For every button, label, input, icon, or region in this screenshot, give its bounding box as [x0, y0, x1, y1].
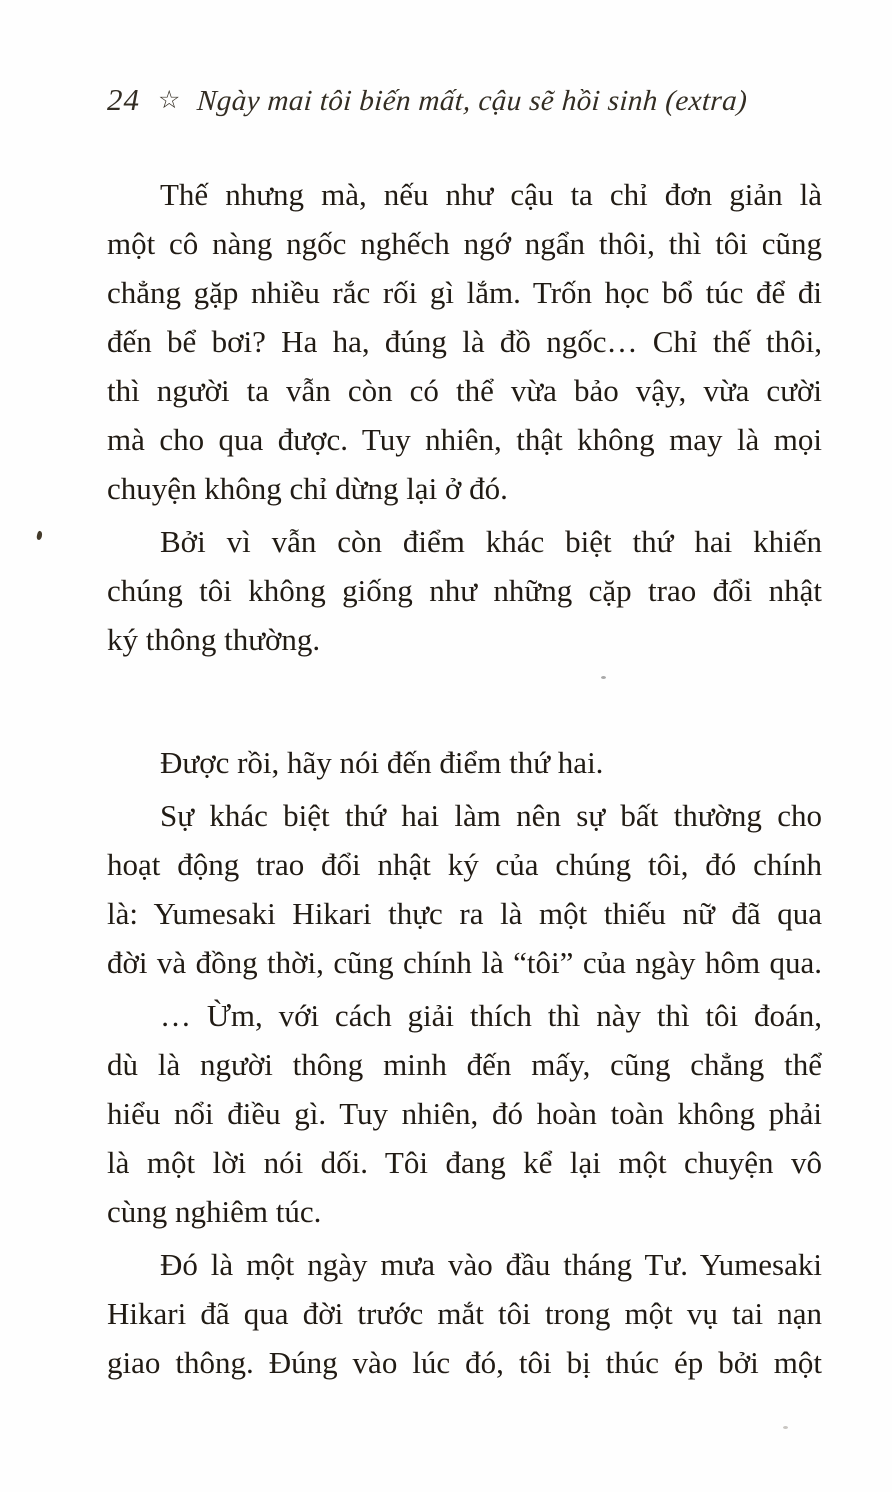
- page-number: 24: [107, 82, 140, 117]
- paragraph: [107, 1240, 822, 1387]
- text-line: giao thông. Đúng vào lúc đó, tôi bị thúc ép bởi một: [107, 1345, 822, 1380]
- text-line: hoạt động trao đổi nhật ký của chúng tôi, đó chính: [107, 847, 822, 882]
- text-line: thì người ta vẫn còn có thể vừa bảo vậy, vừa cười: [107, 373, 822, 408]
- print-speck: [783, 1426, 788, 1429]
- text-line: là một lời nói dối. Tôi đang kể lại một chuyện vô: [107, 1145, 822, 1180]
- paragraph: [107, 991, 822, 1236]
- paragraph: [107, 170, 822, 513]
- text-line: Sự khác biệt thứ hai làm nên sự bất thường cho: [160, 798, 822, 833]
- text-line: là: Yumesaki Hikari thực ra là một thiếu nữ đã qua: [107, 896, 822, 931]
- text-line: Được rồi, hãy nói đến điểm thứ hai.: [160, 745, 604, 780]
- book-title: Ngày mai tôi biến mất, cậu sẽ hồi sinh (extra): [196, 85, 749, 117]
- text-line: Hikari đã qua đời trước mắt tôi trong một vụ tai nạn: [107, 1296, 822, 1331]
- paragraph: [107, 738, 822, 787]
- paragraph: [107, 791, 822, 987]
- running-header: [107, 82, 822, 118]
- text-line: Thế nhưng mà, nếu như cậu ta chỉ đơn giản là: [160, 177, 822, 212]
- star-icon: ☆: [158, 87, 181, 114]
- text-line: đến bể bơi? Ha ha, đúng là đồ ngốc… Chỉ thế thôi,: [107, 324, 822, 359]
- page-body: [107, 166, 822, 1387]
- text-line: ký thông thường.: [107, 622, 321, 657]
- text-line: chẳng gặp nhiều rắc rối gì lắm. Trốn học bổ túc để đi: [107, 275, 822, 310]
- text-line: Đó là một ngày mưa vào đầu tháng Tư. Yumesaki: [160, 1247, 822, 1282]
- text-line: đời và đồng thời, cũng chính là “tôi” của ngày hôm qua.: [107, 945, 822, 980]
- text-line: chuyện không chỉ dừng lại ở đó.: [107, 471, 508, 506]
- text-line: … Ừm, với cách giải thích thì này thì tôi đoán,: [160, 998, 822, 1033]
- paragraph: [107, 517, 822, 664]
- text-line: mà cho qua được. Tuy nhiên, thật không may là mọi: [107, 422, 822, 457]
- text-line: Bởi vì vẫn còn điểm khác biệt thứ hai khiến: [160, 524, 822, 559]
- print-speck: [36, 531, 43, 541]
- text-line: chúng tôi không giống như những cặp trao đổi nhật: [107, 573, 822, 608]
- text-line: cùng nghiêm túc.: [107, 1194, 322, 1229]
- print-speck: [601, 676, 606, 679]
- text-line: dù là người thông minh đến mấy, cũng chẳng thể: [107, 1047, 822, 1082]
- text-line: hiểu nổi điều gì. Tuy nhiên, đó hoàn toàn không phải: [107, 1096, 822, 1131]
- text-line: một cô nàng ngốc nghếch ngớ ngẩn thôi, thì tôi cũng: [107, 226, 822, 261]
